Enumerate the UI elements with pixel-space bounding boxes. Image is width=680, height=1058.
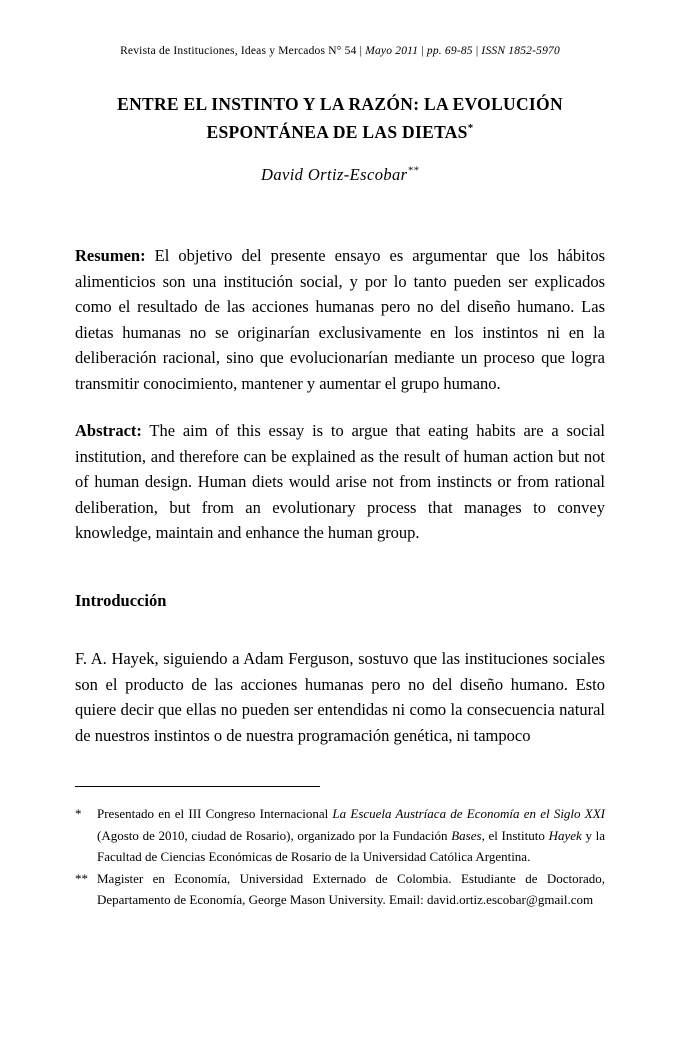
footnote-item bbox=[75, 868, 605, 911]
section-heading-introduccion: Introducción bbox=[75, 591, 167, 610]
footnote-item bbox=[75, 803, 605, 868]
footnote-divider bbox=[75, 786, 320, 787]
footnote-text: Presentado en el III Congreso Internacional La Escuela Austríaca de Economía en el Siglo XXI (Agosto de 2010, ciudad de Rosario), organizado por la Fundación Bases, el Instituto Hayek y la Facultad de Ciencias Económicas de Rosario de la Universidad Católica Argentina. bbox=[97, 806, 605, 864]
author-byline bbox=[75, 165, 605, 185]
footnote-marker: ** bbox=[75, 870, 88, 886]
author-footnote-marker: ** bbox=[407, 164, 419, 177]
page-title bbox=[75, 90, 605, 146]
abstract-paragraph: Abstract: The aim of this essay is to argue that eating habits are a social institution, and therefore can be explained as the result of human action but not of human design. Human diets would arise not from instincts or from rational deliberation, but from an evolutionary process that manages to convey knowledge, maintain and enhance the human group. bbox=[75, 421, 605, 542]
journal-header: Revista de Instituciones, Ideas y Mercados N° 54 | Mayo 2011 | pp. 69-85 | ISSN 1852-5970 bbox=[120, 45, 560, 57]
resumen-paragraph: Resumen: El objetivo del presente ensayo es argumentar que los hábitos alimenticios son una institución social, y por lo tanto pueden ser explicados como el resultado de las acciones humanas pero no del diseño humano. Las dietas humanas no se originarían exclusivamente en los instintos ni en la deliberación racional, sino que evolucionarían mediante un proceso que logra transmitir conocimiento, mantener y aumentar el grupo humano. bbox=[75, 246, 605, 393]
author-name: David Ortiz-Escobar bbox=[261, 165, 408, 184]
footnote-text: Magister en Economía, Universidad Externado de Colombia. Estudiante de Doctorado, Departamento de Economía, George Mason University. Email: david.ortiz.escobar@gmail.com bbox=[97, 870, 605, 907]
title-line-1: ENTRE EL INSTINTO Y LA RAZÓN: LA EVOLUCIÓN bbox=[117, 94, 563, 114]
footnote-marker: * bbox=[75, 806, 82, 821]
footnote-list bbox=[75, 803, 605, 911]
introduction-paragraph: F. A. Hayek, siguiendo a Adam Ferguson, sostuvo que las instituciones sociales son el producto de las acciones humanas pero no del diseño humano. Esto quiere decir que ellas no pueden ser entendidas ni como la consecuencia natural de nuestros instintos o de nuestra programación genética, ni tampoco bbox=[75, 649, 605, 745]
title-footnote-marker: * bbox=[467, 122, 474, 135]
title-line-2: ESPONTÁNEA DE LAS DIETAS* bbox=[206, 122, 474, 142]
